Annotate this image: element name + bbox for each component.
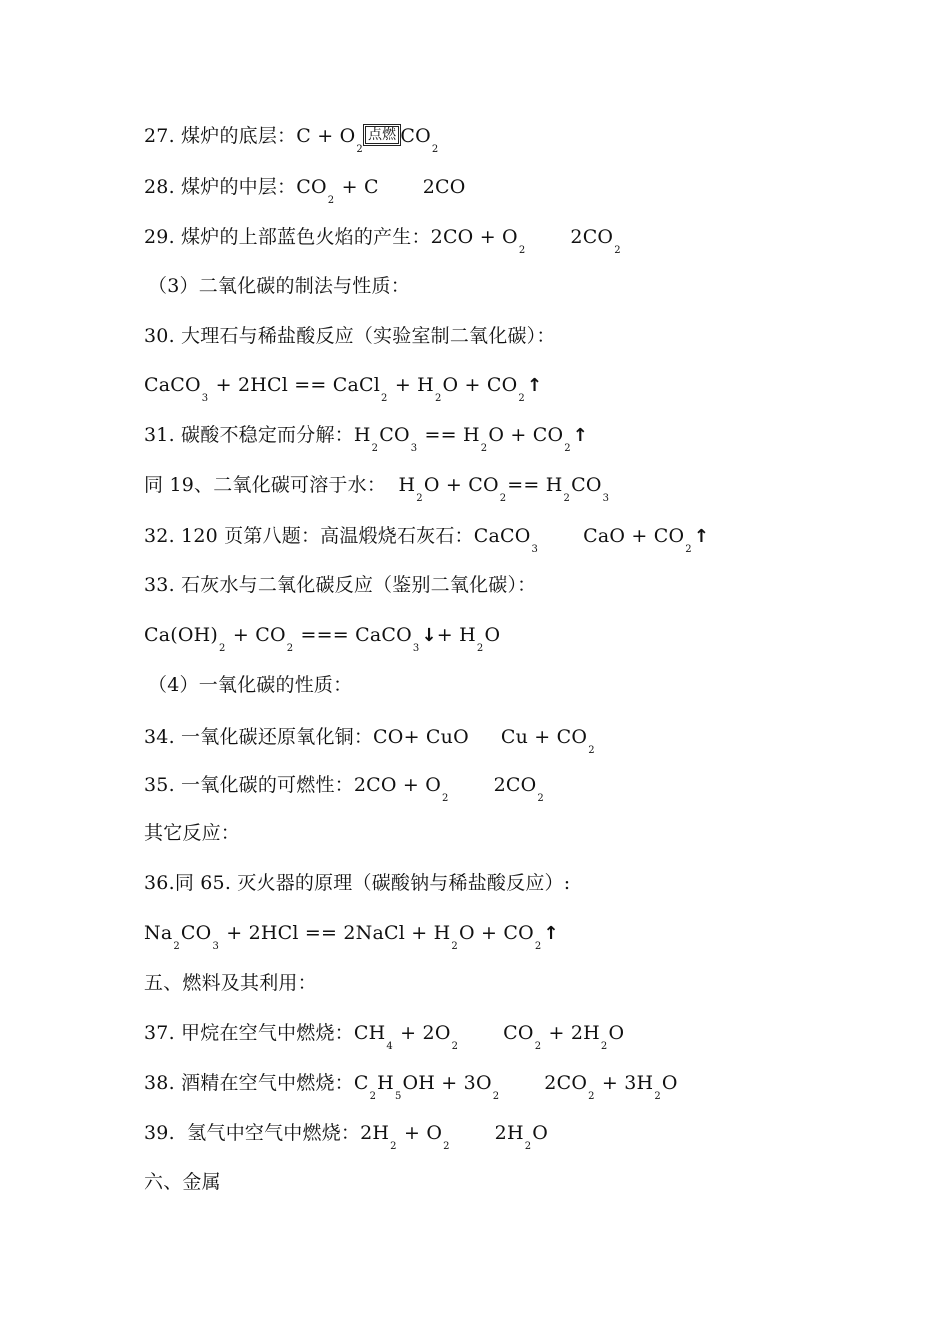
equation-text: 31. 碳酸不稳定而分解：H <box>144 424 371 446</box>
equation-text: 30. 大理石与稀盐酸反应（实验室制二氧化碳）： <box>144 325 556 347</box>
equation-text: O + CO <box>442 374 518 396</box>
equation-text: + O <box>397 1122 443 1144</box>
equation-text: + H <box>388 374 434 396</box>
section-heading-3 <box>148 274 410 298</box>
equation-text: 35. 一氧化碳的可燃性：2CO + O <box>144 774 442 796</box>
equation-text: == H <box>507 474 563 496</box>
equation-38 <box>144 1071 678 1102</box>
subscript: 3 <box>201 393 209 404</box>
equation-text: + CO <box>226 624 286 646</box>
equation-text: OH + 3O <box>402 1072 492 1094</box>
equation-35 <box>144 773 545 804</box>
subscript: 2 <box>416 493 423 504</box>
gas-arrow-icon: ↑ <box>526 375 543 396</box>
subscript: 2 <box>518 245 526 256</box>
equation-30 <box>144 373 543 404</box>
section-heading-6 <box>144 1170 221 1194</box>
subscript: 2 <box>286 643 294 654</box>
subscript: 2 <box>492 1091 500 1102</box>
subscript: 2 <box>451 941 458 952</box>
heading-text: 其它反应： <box>144 822 241 844</box>
subscript: 2 <box>537 793 544 804</box>
subscript: 5 <box>394 1091 402 1102</box>
equation-text: O + CO <box>458 922 534 944</box>
subscript: 2 <box>588 1091 595 1102</box>
subscript: 4 <box>386 1041 393 1052</box>
equation-39 <box>144 1121 549 1152</box>
equation-text: O <box>532 1122 549 1144</box>
equation-text: CaO + CO <box>583 525 685 547</box>
equation-text: O + CO <box>423 474 499 496</box>
subscript: 2 <box>534 1041 542 1052</box>
equation-text: 34. 一氧化碳还原氧化铜：CO+ CuO <box>144 726 469 748</box>
equation-37 <box>144 1021 625 1052</box>
equation-33 <box>144 623 501 654</box>
subscript: 2 <box>451 1041 459 1052</box>
equation-text: CO <box>571 474 602 496</box>
equation-36 <box>144 921 559 952</box>
subscript: 2 <box>654 1091 661 1102</box>
heading-text: （3）二氧化碳的制法与性质： <box>148 275 410 297</box>
heading-text: 六、金属 <box>144 1171 221 1193</box>
equation-text: 37. 甲烷在空气中燃烧：CH <box>144 1022 386 1044</box>
subscript: 3 <box>212 941 219 952</box>
subscript: 2 <box>480 443 488 454</box>
subscript: 2 <box>327 195 335 206</box>
equation-text: 2H <box>494 1122 524 1144</box>
section-heading-4 <box>148 673 352 697</box>
equation-text: + 2O <box>393 1022 451 1044</box>
equation-34 <box>144 725 596 756</box>
subscript: 2 <box>356 144 363 155</box>
equation-text: O <box>484 624 501 646</box>
equation-text: CO <box>503 1022 534 1044</box>
subscript: 3 <box>531 544 539 555</box>
equation-text: 39. 氢气中空气中燃烧：2H <box>144 1122 390 1144</box>
equation-text: + 3H <box>595 1072 654 1094</box>
condition-label-ignite: 点燃 <box>365 126 399 144</box>
equation-text: 33. 石灰水与二氧化碳反应（鉴别二氧化碳）： <box>144 574 537 596</box>
subscript: 2 <box>588 745 595 756</box>
subscript: 3 <box>412 643 420 654</box>
equation-text: 36.同 65. 灭火器的原理（碳酸钠与稀盐酸反应）: <box>144 872 571 894</box>
subscript: 2 <box>524 1141 532 1152</box>
subscript: 2 <box>442 793 449 804</box>
subscript: 2 <box>173 941 180 952</box>
section-heading-5 <box>144 971 317 995</box>
equation-32 <box>144 524 710 555</box>
equation-text: + 2HCl == CaCl <box>209 374 381 396</box>
subscript: 2 <box>518 393 525 404</box>
equation-text: 2CO <box>570 226 614 248</box>
equation-text: + 2HCl == 2NaCl + H <box>220 922 451 944</box>
precipitate-arrow-icon: ↓ <box>421 625 437 646</box>
equation-text: + 2H <box>542 1022 600 1044</box>
equation-text: + H <box>436 624 476 646</box>
subscript: 3 <box>410 443 418 454</box>
equation-text: 32. 120 页第八题：高温煅烧石灰石：CaCO <box>144 525 531 547</box>
gas-arrow-icon: ↑ <box>543 923 559 944</box>
equation-text: 2CO <box>544 1072 588 1094</box>
subscript: 2 <box>390 1141 397 1152</box>
equation-text: + C <box>335 176 379 198</box>
equation-text: CO <box>180 922 212 944</box>
heading-text: 五、燃料及其利用： <box>144 972 317 994</box>
equation-30-title <box>144 324 556 348</box>
subscript: 2 <box>431 144 439 155</box>
subscript: 2 <box>534 941 542 952</box>
subscript: 2 <box>563 493 571 504</box>
equation-text: O + CO <box>488 424 564 446</box>
equation-text: 2CO <box>493 774 537 796</box>
equation-text: 同 19、二氧化碳可溶于水： H <box>144 474 416 496</box>
subscript: 2 <box>499 493 507 504</box>
equation-19-ref <box>144 473 610 504</box>
equation-text: 28. 煤炉的中层：CO <box>144 176 327 198</box>
subscript: 2 <box>443 1141 450 1152</box>
equation-text: === CaCO <box>294 624 412 646</box>
gas-arrow-icon: ↑ <box>693 526 710 547</box>
equation-text: Na <box>144 922 173 944</box>
subscript: 2 <box>434 393 442 404</box>
equation-29 <box>144 225 622 256</box>
subscript: 2 <box>381 393 388 404</box>
equation-text: Cu + CO <box>500 726 588 748</box>
gas-arrow-icon: ↑ <box>572 425 589 446</box>
equation-28 <box>144 175 466 206</box>
subscript: 2 <box>219 643 226 654</box>
subscript: 2 <box>371 443 379 454</box>
subscript: 2 <box>614 245 621 256</box>
equation-text: O <box>608 1022 625 1044</box>
subscript: 2 <box>600 1041 608 1052</box>
other-reactions-heading <box>144 821 240 845</box>
equation-text: 27. 煤炉的底层：C + O <box>144 125 356 147</box>
subscript: 2 <box>476 643 484 654</box>
equation-text: == H <box>418 424 480 446</box>
equation-33-title <box>144 573 536 597</box>
equation-text: CaCO <box>144 374 201 396</box>
equation-text: Ca(OH) <box>144 624 219 646</box>
equation-31 <box>144 423 589 454</box>
subscript: 2 <box>564 443 571 454</box>
subscript: 2 <box>685 544 692 555</box>
equation-text: H <box>377 1072 394 1094</box>
equation-text: 2CO <box>422 176 466 198</box>
subscript: 3 <box>602 493 610 504</box>
heading-text: （4）一氧化碳的性质： <box>148 674 353 696</box>
equation-27 <box>144 124 439 155</box>
subscript: 2 <box>369 1091 377 1102</box>
equation-text: CO <box>379 424 410 446</box>
equation-text: 38. 酒精在空气中燃烧：C <box>144 1072 369 1094</box>
equation-36-title <box>144 871 570 895</box>
equation-text: CO <box>400 125 431 147</box>
equation-text: O <box>661 1072 678 1094</box>
equation-text: 29. 煤炉的上部蓝色火焰的产生：2CO + O <box>144 226 518 248</box>
